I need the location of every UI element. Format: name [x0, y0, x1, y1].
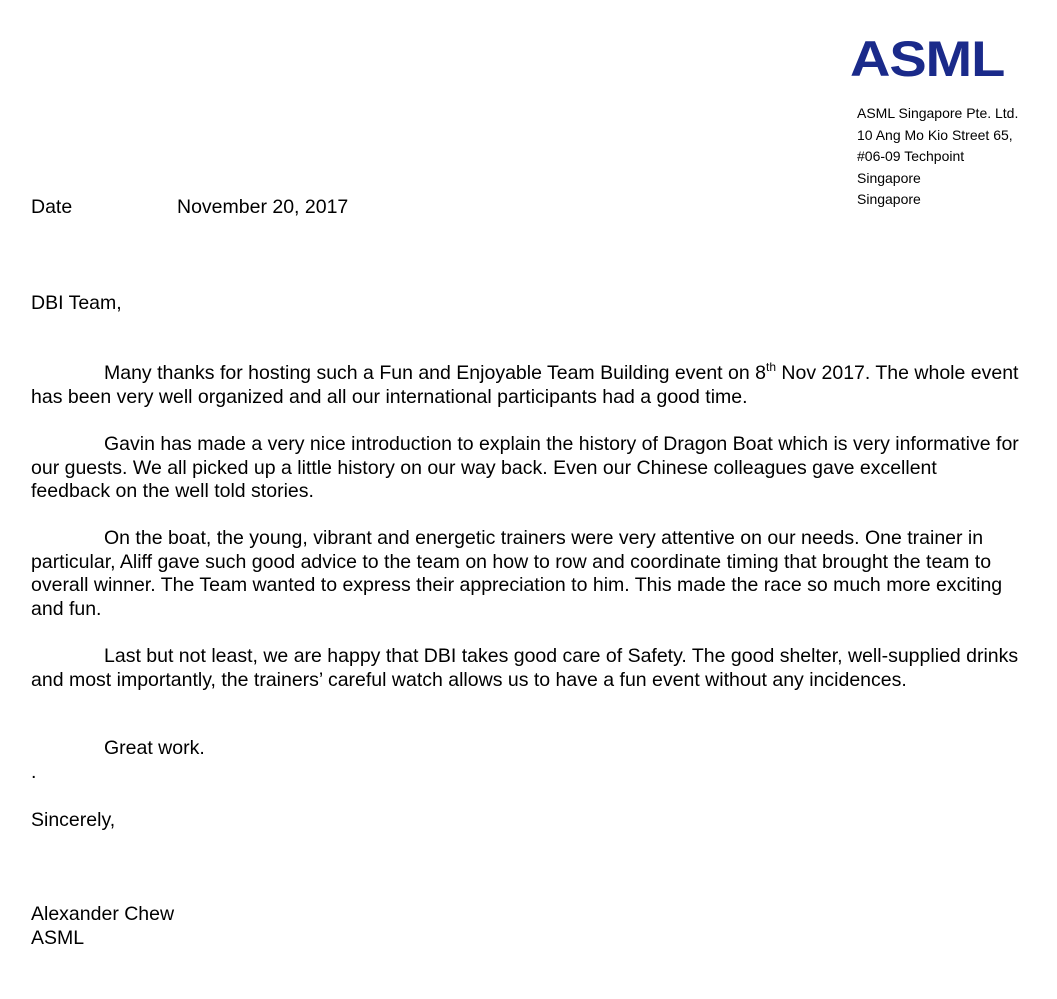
paragraph-1-text-cont: Nov 2017. The whole event has been very well organized and all our international participants had a good time. [31, 362, 1019, 408]
ordinal-suffix: th [765, 360, 776, 374]
paragraph-4 [31, 645, 1021, 692]
address-line: #06-09 Techpoint [857, 148, 965, 164]
salutation: DBI Team, [31, 292, 122, 314]
company-address [857, 103, 1018, 211]
address-line: Singapore [857, 169, 921, 186]
signer-name: Alexander Chew [31, 903, 175, 925]
paragraph-1-text: Many thanks for hosting such a Fun and Enjoyable Team Building event on 8 [104, 362, 766, 384]
closing: Sincerely, [31, 809, 116, 831]
address-line: Singapore [857, 191, 921, 207]
signer-company: ASML [31, 926, 85, 949]
stray-dot: . [31, 761, 37, 783]
paragraph-1 [31, 362, 1021, 409]
date-label: Date [31, 196, 73, 218]
address-line: ASML Singapore Pte. Ltd. [857, 105, 1019, 121]
paragraph-5-text: Great work. [104, 737, 205, 759]
paragraph-2-text: Gavin has made a very nice introduction to explain the history of Dragon Boat which is very informative for our guests. We all picked up a little history on our way back. Even our Chinese colleagues gave excellent feedback on the well told stories. [31, 433, 1019, 502]
paragraph-2 [31, 433, 1021, 504]
paragraph-4-text: Last but not least, we are happy that DBI takes good care of Safety. The good shelter, well-supplied drinks and most importantly, the trainers’ careful watch allows us to have a fun event without any incidences. [31, 645, 1019, 691]
asml-logo: ASML [850, 31, 1005, 87]
paragraph-3-text: On the boat, the young, vibrant and energetic trainers were very attentive on our needs. One trainer in particular, Aliff gave such good advice to the team on how to row and coordinate timing that brought the team to overall winner. The Team wanted to express their appreciation to him. This made the race so much more exciting and fun. [31, 527, 1003, 620]
date-value: November 20, 2017 [177, 196, 349, 218]
signature-block [31, 903, 174, 950]
address-line: 10 Ang Mo Kio Street 65, [857, 126, 1013, 143]
paragraph-3 [31, 527, 1021, 621]
paragraph-5 [31, 737, 1021, 761]
